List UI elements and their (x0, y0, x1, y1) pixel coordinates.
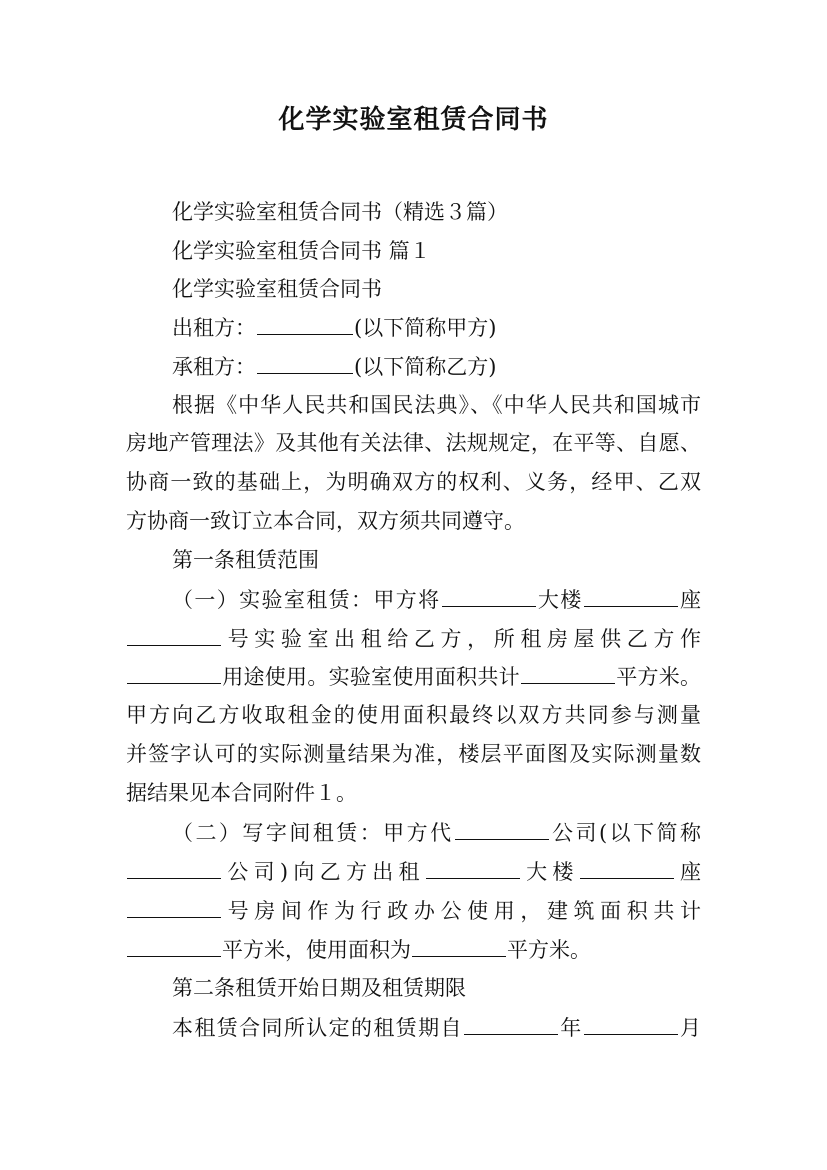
text-span: 月 (678, 1016, 701, 1040)
text-span: 本租赁合同所认定的租赁期自 (172, 1016, 463, 1040)
lessee-line (172, 351, 496, 382)
text-span: 号房间作为行政办公使用，建筑面积共计 (222, 899, 701, 923)
art1-p1-line (126, 623, 701, 654)
art1-p2-line (126, 895, 701, 926)
preamble-line: 协商一致的基础上，为明确双方的权利、义务，经甲、乙双 (126, 470, 701, 494)
company-name-blank (127, 856, 221, 879)
room-number-blank (127, 623, 221, 646)
month-blank (584, 1012, 678, 1035)
year-blank (464, 1012, 558, 1035)
office-block-blank (580, 856, 674, 879)
text-span: 座 (674, 860, 702, 884)
lessor-suffix: (以下简称甲方) (354, 316, 497, 340)
text-span: 平方米。 (615, 665, 702, 689)
usable-area-blank (412, 934, 506, 957)
article2-title: 第二条租赁开始日期及租赁期限 (172, 976, 466, 1000)
text-span: 号实验室出租给乙方，所租房屋供乙方作 (222, 627, 701, 651)
building-blank (442, 584, 536, 607)
lessor-blank (257, 312, 353, 335)
art2-p1-line (172, 1012, 701, 1043)
art1-p1-line (126, 661, 701, 692)
document-subtitle: 化学实验室租赁合同书（精选３篇） (172, 200, 508, 224)
text-span: 公司)向乙方出租 (222, 860, 425, 884)
office-room-blank (127, 895, 221, 918)
purpose-blank (127, 661, 221, 684)
text-span: 公司(以下简称 (549, 821, 701, 845)
text-span: 座 (678, 588, 701, 612)
lessor-label: 出租方： (172, 316, 256, 340)
area-blank (521, 661, 615, 684)
section-heading: 化学实验室租赁合同书 篇１ (172, 239, 431, 263)
text-span: 平方米，使用面积为 (222, 938, 411, 962)
contract-name: 化学实验室租赁合同书 (172, 277, 382, 301)
document-title: 化学实验室租赁合同书 (278, 105, 549, 135)
agent-company-blank (455, 817, 549, 840)
preamble-line: 根据《中华人民共和国民法典》、《中华人民共和国城市 (172, 393, 701, 417)
block-blank (584, 584, 678, 607)
art1-p1-line: 甲方向乙方收取租金的使用面积最终以双方共同参与测量 (126, 703, 701, 727)
art1-p1-line (172, 584, 701, 615)
art1-p2-line (126, 934, 591, 965)
building-area-blank (127, 934, 221, 957)
text-span: （二）写字间租赁：甲方代 (172, 821, 454, 845)
text-span: 大楼 (520, 860, 579, 884)
office-building-blank (426, 856, 520, 879)
text-span: 大楼 (536, 588, 583, 612)
lessee-label: 承租方： (172, 355, 256, 379)
art1-p2-line (172, 817, 701, 848)
lessee-suffix: (以下简称乙方) (354, 355, 497, 379)
article1-title: 第一条租赁范围 (172, 548, 319, 572)
lessee-blank (257, 351, 353, 374)
text-span: 平方米。 (507, 938, 591, 962)
art1-p1-line: 据结果见本合同附件１。 (126, 781, 357, 805)
text-span: （一）实验室租赁：甲方将 (172, 588, 441, 612)
text-span: 年 (558, 1016, 583, 1040)
preamble-line: 方协商一致订立本合同，双方须共同遵守。 (126, 509, 525, 533)
lessor-line (172, 312, 496, 343)
text-span: 用途使用。实验室使用面积共计 (222, 665, 520, 689)
art1-p1-line: 并签字认可的实际测量结果为准，楼层平面图及实际测量数 (126, 742, 701, 766)
preamble-line: 房地产管理法》及其他有关法律、法规规定，在平等、自愿、 (126, 431, 701, 455)
art1-p2-line (126, 856, 701, 887)
